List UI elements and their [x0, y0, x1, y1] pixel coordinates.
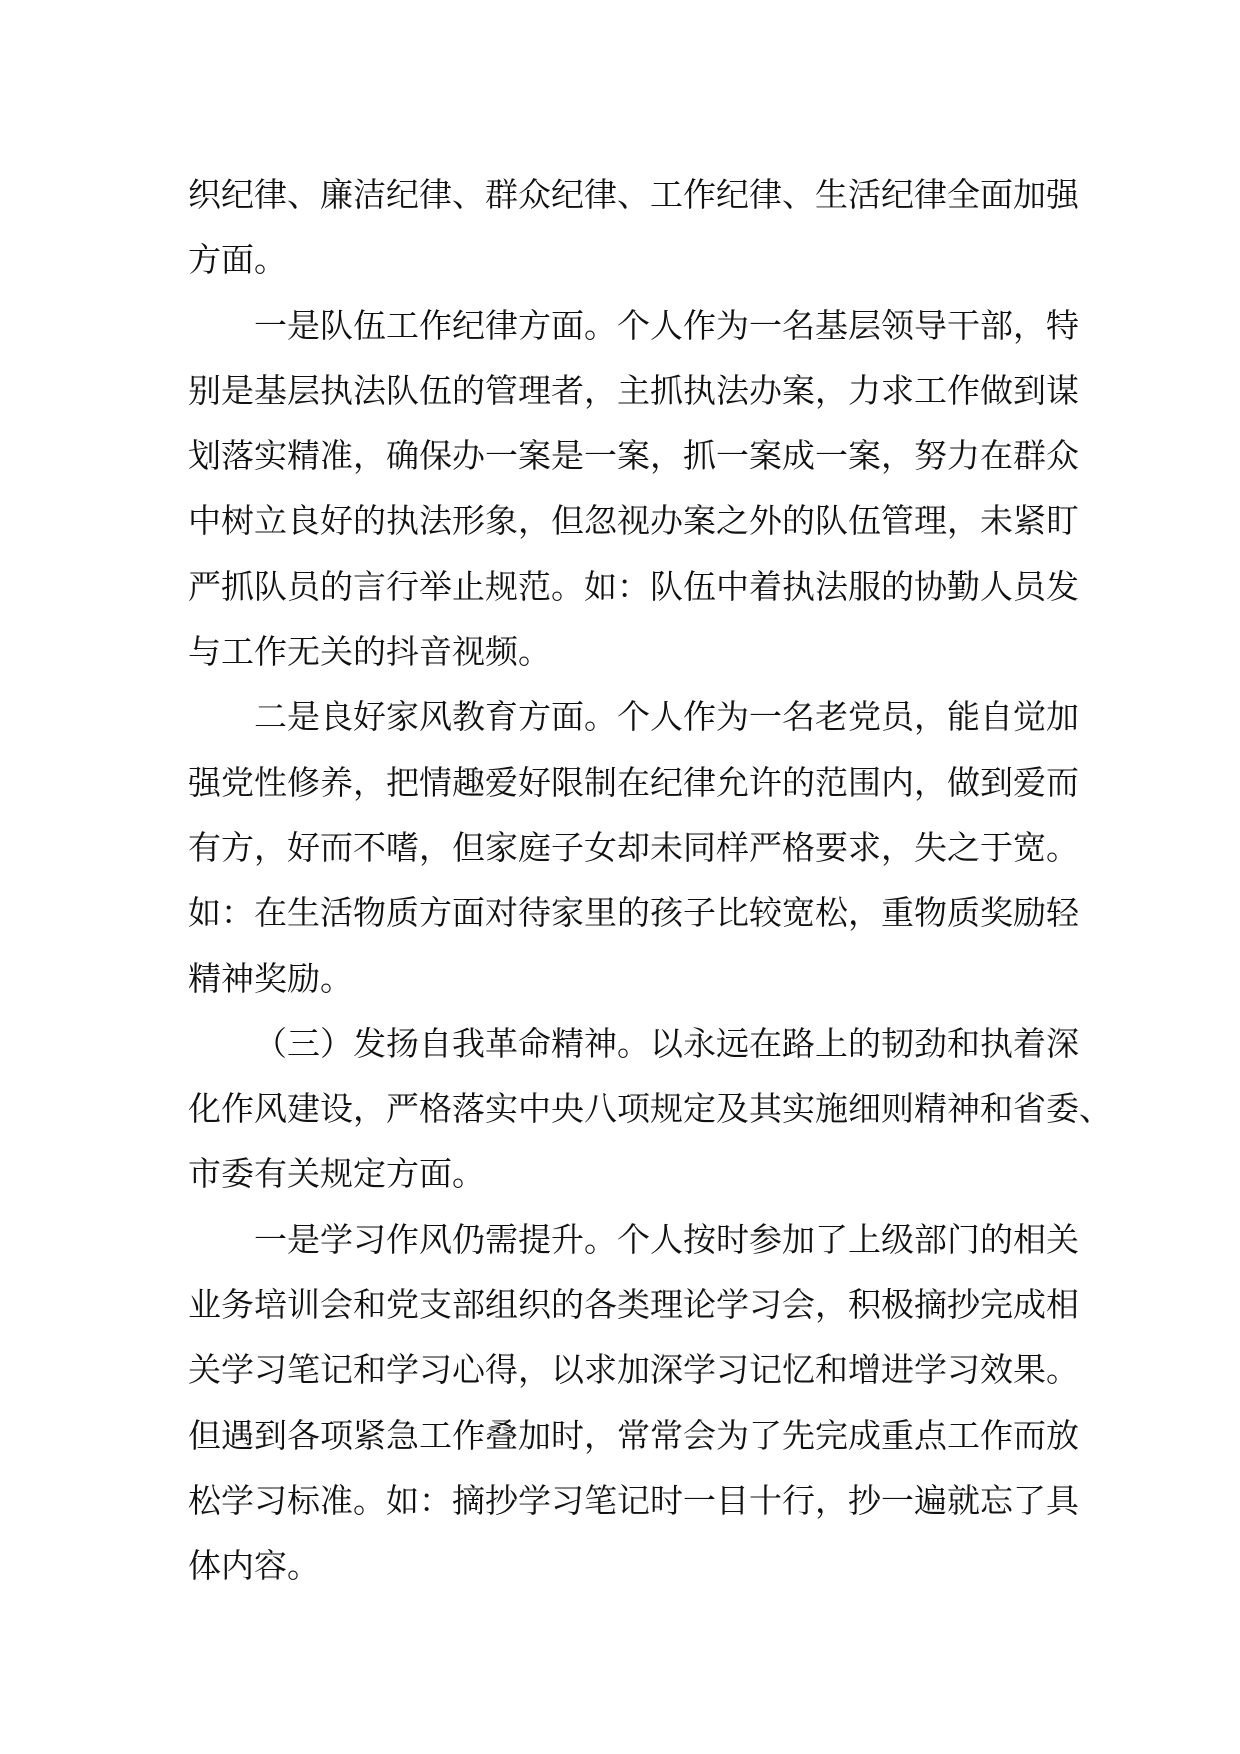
text-line: 织纪律、廉洁纪律、群众纪律、工作纪律、生活纪律全面加强 [188, 175, 1079, 214]
text-line: 业务培训会和党支部组织的各类理论学习会，积极摘抄完成相 [188, 1285, 1079, 1325]
text-line: 但遇到各项紧急工作叠加时，常常会为了先完成重点工作而放 [188, 1415, 1079, 1455]
paragraph-start-line: 一是学习作风仍需提升。个人按时参加了上级部门的相关 [254, 1219, 1079, 1259]
text-line: 精神奖励。 [188, 958, 353, 998]
paragraph-start-line: 二是良好家风教育方面。个人作为一名老党员，能自觉加 [254, 697, 1079, 737]
text-line: 体内容。 [188, 1546, 320, 1586]
text-line: 有方，好而不嗜，但家庭子女却未同样严格要求，失之于宽。 [188, 827, 1079, 867]
text-line: 化作风建设，严格落实中央八项规定及其实施细则精神和省委、 [188, 1089, 1112, 1129]
text-line: 方面。 [188, 240, 287, 280]
document-body [188, 162, 1112, 1599]
text-line: 关学习笔记和学习心得，以求加深学习记忆和增进学习效果。 [188, 1350, 1079, 1390]
text-line: 与工作无关的抖音视频。 [188, 632, 551, 672]
text-line: 强党性修养，把情趣爱好限制在纪律允许的范围内，做到爱而 [188, 762, 1079, 802]
text-line: 严抓队员的言行举止规范。如：队伍中着执法服的协勤人员发 [188, 566, 1079, 606]
section-heading-line: （三）发扬自我革命精神。以永远在路上的韧劲和执着深 [254, 1023, 1079, 1063]
text-line: 别是基层执法队伍的管理者，主抓执法办案，力求工作做到谋 [188, 370, 1079, 410]
paragraph-start-line: 一是队伍工作纪律方面。个人作为一名基层领导干部，特 [254, 305, 1079, 345]
text-line: 中树立良好的执法形象，但忽视办案之外的队伍管理，未紧盯 [188, 501, 1079, 541]
text-line: 划落实精准，确保办一案是一案，抓一案成一案，努力在群众 [188, 436, 1079, 476]
text-line: 如：在生活物质方面对待家里的孩子比较宽松，重物质奖励轻 [188, 893, 1079, 933]
text-line: 市委有关规定方面。 [188, 1154, 485, 1194]
text-line: 松学习标准。如：摘抄学习笔记时一目十行，抄一遍就忘了具 [188, 1480, 1079, 1520]
